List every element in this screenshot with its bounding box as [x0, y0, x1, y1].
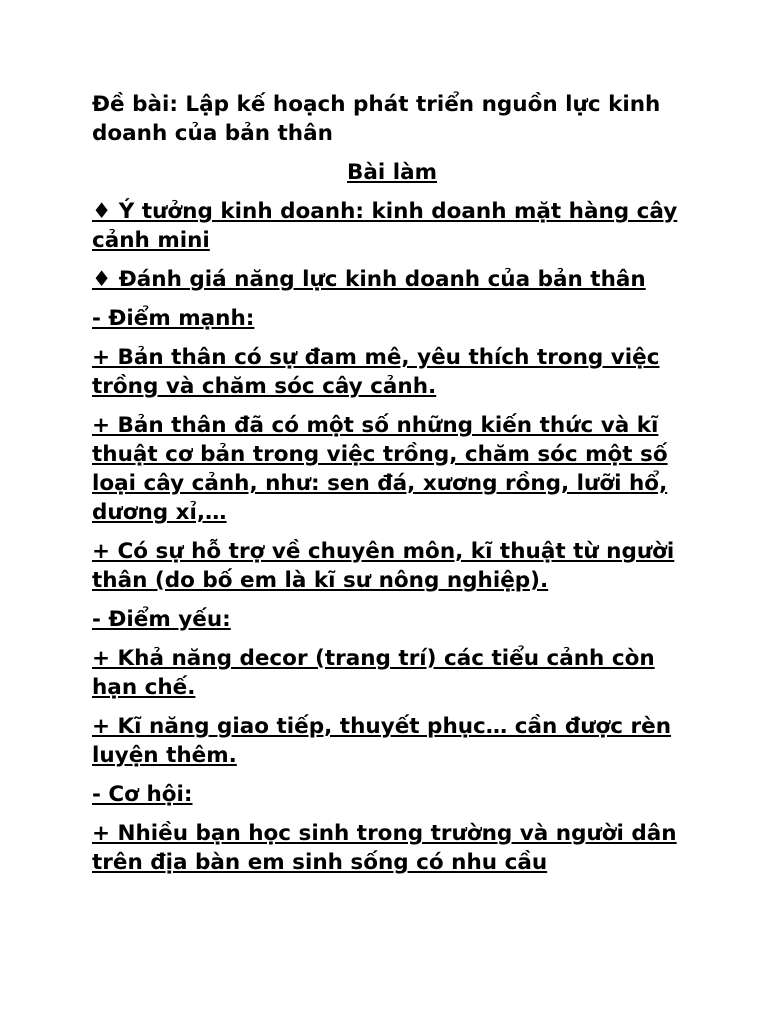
document-page — [92, 90, 692, 887]
paragraph-weakness-2: + Kĩ năng giao tiếp, thuyết phục… cần được rèn luyện thêm. — [92, 714, 672, 768]
document-title: Đề bài: Lập kế hoạch phát triển nguồn lực kinh doanh của bản thân — [92, 92, 661, 146]
paragraph-capability-assessment: ♦ Đánh giá năng lực kinh doanh của bản thân — [92, 267, 646, 292]
paragraph-strength-3: + Có sự hỗ trợ về chuyên môn, kĩ thuật từ người thân (do bố em là kĩ sư nông nghiệp). — [92, 539, 675, 593]
paragraph-opportunity-1: + Nhiều bạn học sinh trong trường và người dân trên địa bàn em sinh sống có nhu cầu — [92, 821, 677, 875]
paragraph-strengths-heading: - Điểm mạnh: — [92, 306, 255, 331]
paragraph-strength-1: + Bản thân có sự đam mê, yêu thích trong việc trồng và chăm sóc cây cảnh. — [92, 345, 660, 399]
paragraph-business-idea: ♦ Ý tưởng kinh doanh: kinh doanh mặt hàng cây cảnh mini — [92, 199, 678, 253]
paragraph-weaknesses-heading: - Điểm yếu: — [92, 607, 231, 632]
paragraph-weakness-1: + Khả năng decor (trang trí) các tiểu cảnh còn hạn chế. — [92, 646, 655, 700]
paragraph-strength-2: + Bản thân đã có một số những kiến thức và kĩ thuật cơ bản trong việc trồng, chăm sóc một số loại cây cảnh, như: sen đá, xương rồng, lưỡi hổ, dương xỉ,… — [92, 413, 668, 525]
section-heading: Bài làm — [346, 160, 438, 185]
paragraph-opportunities-heading: - Cơ hội: — [92, 782, 193, 807]
